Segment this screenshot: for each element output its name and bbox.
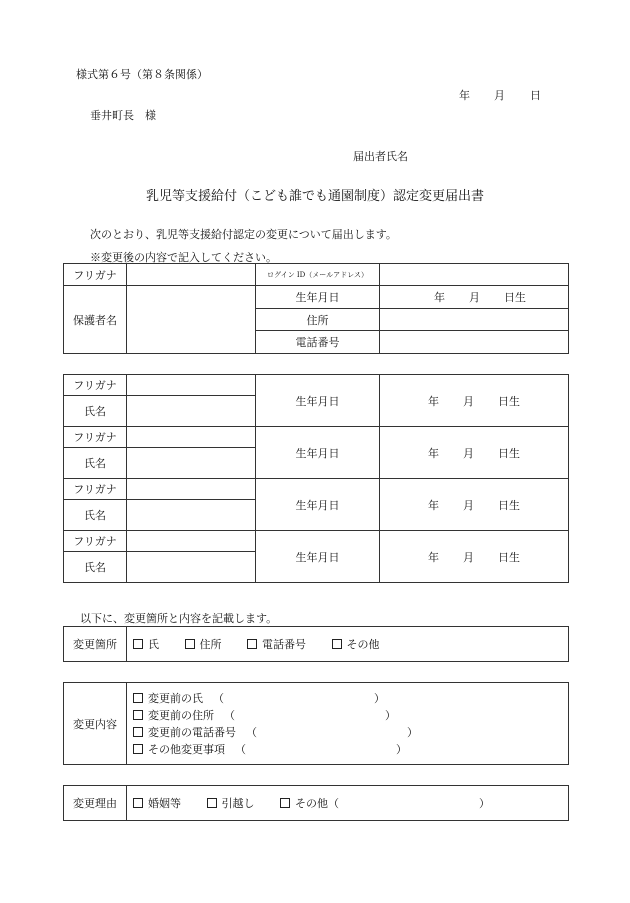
login-id-label: ログイン ID（メールアドレス） — [256, 264, 380, 286]
birth-day: 日生 — [504, 291, 526, 304]
guardian-name-label: 保護者名 — [64, 286, 127, 354]
child-name-label: 氏名 — [64, 448, 127, 479]
checkbox[interactable] — [133, 798, 143, 808]
children-table — [63, 374, 569, 583]
child-birthdate-label: 生年月日 — [256, 531, 380, 583]
guardian-table — [63, 263, 569, 354]
child-birth-month: 月 — [463, 550, 474, 564]
child-name-label: 氏名 — [64, 552, 127, 583]
change-intro-text: 以下に、変更箇所と内容を記載します。 — [80, 612, 278, 625]
change-reason-options — [127, 786, 569, 821]
birth-year: 年 — [434, 291, 445, 304]
child-furigana-label: フリガナ — [64, 479, 127, 500]
child-birth-year: 年 — [428, 394, 439, 408]
option-name[interactable]: 氏 — [133, 636, 159, 652]
guardian-furigana-label: フリガナ — [64, 264, 127, 286]
guardian-name-field[interactable] — [127, 286, 256, 354]
child-birth-day: 日生 — [498, 394, 520, 408]
child-name-field[interactable] — [127, 500, 256, 531]
child-birth-day: 日生 — [498, 498, 520, 512]
child-birthdate-label: 生年月日 — [256, 427, 380, 479]
note-text: ※変更後の内容で記入してください。 — [90, 251, 277, 264]
child-furigana-field[interactable] — [127, 375, 256, 396]
child-birthdate-field[interactable] — [380, 427, 569, 479]
option-reason-other[interactable]: その他（ ） — [280, 795, 490, 811]
child-birthdate-field[interactable] — [380, 531, 569, 583]
date-month-label: 月 — [494, 89, 505, 102]
change-content-items — [127, 683, 569, 765]
date-year-label: 年 — [459, 89, 470, 102]
child-birth-month: 月 — [463, 394, 474, 408]
intro-text: 次のとおり、乳児等支援給付認定の変更について届出します。 — [90, 228, 397, 241]
child-furigana-label: フリガナ — [64, 375, 127, 396]
birth-month: 月 — [469, 291, 480, 304]
checkbox[interactable] — [133, 710, 143, 720]
child-birth-month: 月 — [463, 446, 474, 460]
prev-name-item[interactable]: 変更前の氏 （ ） — [133, 690, 568, 707]
checkbox[interactable] — [133, 744, 143, 754]
date-day-label: 日 — [530, 89, 541, 102]
guardian-birthdate-label: 生年月日 — [256, 286, 380, 309]
guardian-birthdate-field[interactable] — [380, 286, 569, 309]
page-title: 乳児等支援給付（こども誰でも通園制度）認定変更届出書 — [145, 189, 484, 204]
child-furigana-field[interactable] — [127, 479, 256, 500]
child-furigana-field[interactable] — [127, 427, 256, 448]
change-reason-label: 変更理由 — [64, 786, 127, 821]
child-name-label: 氏名 — [64, 396, 127, 427]
change-content-table — [63, 682, 569, 765]
change-location-options — [127, 627, 569, 662]
option-other[interactable]: その他 — [332, 636, 380, 652]
child-birth-year: 年 — [428, 550, 439, 564]
child-name-field[interactable] — [127, 396, 256, 427]
login-id-field[interactable] — [380, 264, 569, 286]
checkbox[interactable] — [247, 639, 257, 649]
form-number: 様式第６号（第８条関係） — [76, 68, 208, 81]
prev-phone-item[interactable]: 変更前の電話番号 （ ） — [133, 724, 568, 741]
guardian-furigana-field[interactable] — [127, 264, 256, 286]
option-phone[interactable]: 電話番号 — [247, 636, 306, 652]
child-birthdate-label: 生年月日 — [256, 375, 380, 427]
guardian-address-label: 住所 — [256, 309, 380, 331]
prev-address-item[interactable]: 変更前の住所 （ ） — [133, 707, 568, 724]
child-name-field[interactable] — [127, 448, 256, 479]
change-reason-table — [63, 785, 569, 821]
addressee: 垂井町長 様 — [90, 109, 156, 122]
child-birth-day: 日生 — [498, 550, 520, 564]
child-birth-year: 年 — [428, 446, 439, 460]
guardian-phone-field[interactable] — [380, 331, 569, 354]
child-name-field[interactable] — [127, 552, 256, 583]
child-furigana-label: フリガナ — [64, 531, 127, 552]
change-content-label: 変更内容 — [64, 683, 127, 765]
change-location-label: 変更箇所 — [64, 627, 127, 662]
checkbox[interactable] — [207, 798, 217, 808]
option-moving[interactable]: 引越し — [207, 795, 255, 811]
checkbox[interactable] — [133, 693, 143, 703]
child-furigana-label: フリガナ — [64, 427, 127, 448]
guardian-address-field[interactable] — [380, 309, 569, 331]
child-name-label: 氏名 — [64, 500, 127, 531]
option-address[interactable]: 住所 — [185, 636, 222, 652]
child-birthdate-field[interactable] — [380, 479, 569, 531]
child-birth-day: 日生 — [498, 446, 520, 460]
child-birthdate-label: 生年月日 — [256, 479, 380, 531]
child-furigana-field[interactable] — [127, 531, 256, 552]
change-location-table — [63, 626, 569, 662]
checkbox[interactable] — [280, 798, 290, 808]
checkbox[interactable] — [133, 727, 143, 737]
other-change-item[interactable]: その他変更事項 （ ） — [133, 741, 568, 758]
child-birthdate-field[interactable] — [380, 375, 569, 427]
checkbox[interactable] — [185, 639, 195, 649]
checkbox[interactable] — [332, 639, 342, 649]
submitter-label: 届出者氏名 — [353, 150, 408, 163]
child-birth-month: 月 — [463, 498, 474, 512]
checkbox[interactable] — [133, 639, 143, 649]
child-birth-year: 年 — [428, 498, 439, 512]
guardian-phone-label: 電話番号 — [256, 331, 380, 354]
option-marriage[interactable]: 婚姻等 — [133, 795, 181, 811]
